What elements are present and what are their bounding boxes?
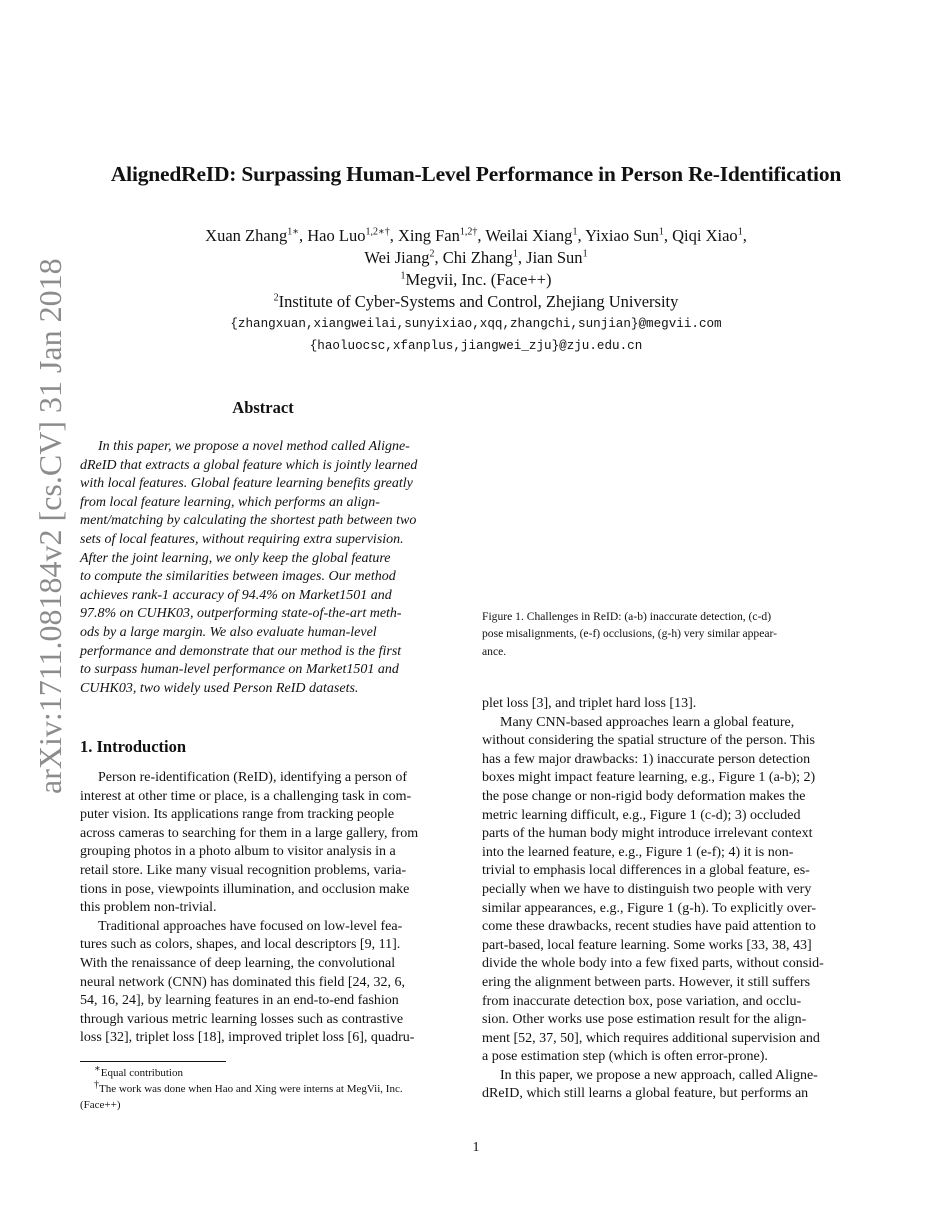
body-line: Many CNN-based approaches learn a global feature, (500, 714, 795, 730)
body-line: plet loss [3], and triplet hard loss [13]. (482, 696, 697, 711)
author-sup: 1,2∗† (365, 226, 390, 238)
author-sup: 1∗ (287, 226, 299, 238)
footnote-text: Equal contribution (100, 1067, 183, 1079)
affiliation-2 (0, 292, 952, 312)
affiliation-sup: 2 (273, 292, 279, 304)
footnote-rule (80, 1061, 226, 1062)
body-line: sion. Other works use pose estimation result for the align- (482, 1012, 807, 1028)
body-line: into the learned feature, e.g., Figure 1 (e-f); 4) it is non- (482, 844, 794, 860)
author: Hao Luo (307, 226, 366, 245)
body-line: come these drawbacks, recent studies have paid attention to (482, 919, 816, 935)
author: Xuan Zhang (205, 226, 288, 245)
author: Yixiao Sun (585, 226, 659, 245)
author: Chi Zhang (442, 248, 513, 267)
author-sup: 1,2† (459, 226, 478, 238)
introduction-body (80, 769, 446, 1048)
author: Xing Fan (398, 226, 460, 245)
body-line: ering the alignment between parts. However, it still suffers (482, 974, 811, 990)
introduction-heading: 1. Introduction (80, 737, 187, 756)
affiliation-text: Megvii, Inc. (Face++) (405, 270, 552, 289)
email-line-1: {zhangxuan,xiangweilai,sunyixiao,xqq,zhangchi,sunjian}@megvii.com (230, 317, 722, 331)
author-sup: 2 (429, 248, 435, 260)
author: Wei Jiang (364, 248, 430, 267)
body-line: from inaccurate detection box, pose variation, and occlu- (482, 993, 802, 1009)
intro-line: grouping photos in a photo album to visitor analysis in a (80, 844, 396, 860)
figure-1-caption (482, 608, 848, 660)
intro-line: loss [32], triplet loss [18], improved triplet loss [6], quadru- (80, 1030, 415, 1046)
abstract-line: ment/matching by calculating the shortest path between two (80, 513, 417, 529)
author-sup: 1 (658, 226, 664, 238)
body-line: dReID, which still learns a global feature, but performs an (482, 1086, 809, 1102)
body-line: ment [52, 37, 50], which requires additional supervision and (482, 1030, 820, 1046)
abstract-body (80, 438, 446, 698)
intro-line: across cameras to searching for them in a large gallery, from (80, 825, 419, 841)
arxiv-sidebar-id: arXiv:1711.08184v2 [cs.CV] 31 Jan 2018 (32, 258, 68, 794)
abstract-line: dReID that extracts a global feature which is jointly learned (80, 457, 418, 473)
intro-line: Person re-identification (ReID), identifying a person of (98, 770, 408, 785)
abstract-heading: Abstract (232, 398, 294, 417)
intro-line: 54, 16, 24], by learning features in an end-to-end fashion (80, 993, 399, 1009)
body-line: trivial to emphasis local differences in a global feature, es- (482, 863, 810, 879)
author: Qiqi Xiao (672, 226, 738, 245)
email-line-2: {haoluocsc,xfanplus,jiangwei_zju}@zju.edu.cn (309, 339, 643, 353)
body-line: In this paper, we propose a new approach, called Aligne- (500, 1067, 818, 1083)
body-line: the pose change or non-rigid body deformation makes the (482, 788, 806, 804)
affiliation-1 (0, 270, 952, 290)
body-line: similar appearances, e.g., Figure 1 (g-h). To explicitly over- (482, 900, 816, 916)
author: Jian Sun (526, 248, 583, 267)
body-line: a pose estimation step (which is often error-prone). (482, 1049, 768, 1065)
authors-line-1: Xuan Zhang$^{1∗}$, Hao Luo$^{1,2∗\dagger}$, Xing Fan$^{1,2\dagger}$, Weilai Xiang$^1$, Yixiao Sun$^1$, Qiqi Xiao$^1$, (205, 226, 747, 245)
abstract-line: CUHK03, two widely used Person ReID datasets. (80, 680, 359, 696)
abstract-line: ods by a large margin. We also evaluate human-level (80, 624, 377, 640)
author-sup: 1 (737, 226, 743, 238)
author-sup: 1 (572, 226, 578, 238)
abstract-line: with local features. Global feature learning benefits greatly (80, 476, 413, 492)
footnote-mark: ∗ (94, 1063, 101, 1075)
abstract-line: to surpass human-level performance on Market1501 and (80, 662, 399, 678)
footnote-1 (80, 1065, 446, 1081)
intro-line: tures such as colors, shapes, and local descriptors [9, 11]. (80, 937, 401, 953)
body-line: divide the whole body into a few fixed parts, without consid- (482, 956, 824, 972)
abstract-line: to compute the similarities between images. Our method (80, 569, 396, 585)
intro-line: this problem non-trivial. (80, 900, 217, 916)
caption-line: ance. (482, 644, 507, 658)
caption-line: Figure 1. Challenges in ReID: (a-b) inaccurate detection, (c-d) (482, 610, 772, 623)
intro-line: With the renaissance of deep learning, the convolutional (80, 955, 396, 971)
footnote-mark: † (94, 1079, 99, 1091)
body-line: part-based, local feature learning. Some works [33, 38, 43] (482, 937, 812, 953)
footnote-text: The work was done when Hao and Xing were interns at MegVii, Inc. (99, 1083, 403, 1095)
caption-line: pose misalignments, (e-f) occlusions, (g-h) very similar appear- (482, 627, 777, 641)
body-line: metric learning difficult, e.g., Figure 1 (c-d); 3) occluded (482, 807, 801, 823)
abstract-line: In this paper, we propose a novel method called Aligne- (98, 439, 410, 454)
footnote-2-cont: (Face++) (80, 1099, 121, 1111)
abstract-line: 97.8% on CUHK03, outperforming state-of-the-art meth- (80, 606, 402, 622)
affiliation-sup: 1 (400, 270, 406, 282)
affiliation-text: Institute of Cyber-Systems and Control, Zhejiang University (278, 292, 679, 311)
paper-title: AlignedReID: Surpassing Human-Level Performance in Person Re-Identification (110, 162, 842, 186)
intro-line: tions in pose, viewpoints illumination, and occlusion make (80, 881, 410, 897)
right-column-body (482, 695, 848, 1104)
intro-line: retail store. Like many visual recognition problems, varia- (80, 862, 407, 878)
intro-line: interest at other time or place, is a challenging task in com- (80, 788, 412, 804)
abstract-line: achieves rank-1 accuracy of 94.4% on Market1501 and (80, 587, 392, 603)
intro-line: through various metric learning losses such as contrastive (80, 1011, 404, 1027)
footnote-2 (80, 1081, 446, 1097)
author-sup: 1 (582, 248, 588, 260)
body-line: has a few major drawbacks: 1) inaccurate person detection (482, 751, 811, 767)
body-line: parts of the human body might introduce irrelevant context (482, 826, 813, 842)
abstract-line: performance and demonstrate that our method is the first (80, 643, 402, 659)
authors-line-2: Wei Jiang$^2$, Chi Zhang$^1$, Jian Sun$^1$ (364, 248, 588, 267)
intro-line: puter vision. Its applications range from tracking people (80, 807, 395, 823)
intro-line: neural network (CNN) has dominated this field [24, 32, 6, (80, 974, 406, 990)
body-line: pecially when we have to distinguish two people with very (482, 881, 812, 897)
body-line: without considering the spatial structure of the person. This (482, 733, 815, 749)
author-sup: 1 (512, 248, 518, 260)
page-number: 1 (472, 1140, 480, 1155)
abstract-line: from local feature learning, which performs an align- (80, 494, 380, 510)
abstract-line: sets of local features, without requiring extra supervision. (80, 531, 404, 547)
body-line: boxes might impact feature learning, e.g., Figure 1 (a-b); 2) (482, 770, 816, 786)
intro-line: Traditional approaches have focused on low-level fea- (98, 918, 403, 934)
abstract-line: After the joint learning, we only keep the global feature (80, 550, 391, 566)
footnotes (80, 1065, 446, 1113)
author: Weilai Xiang (485, 226, 573, 245)
